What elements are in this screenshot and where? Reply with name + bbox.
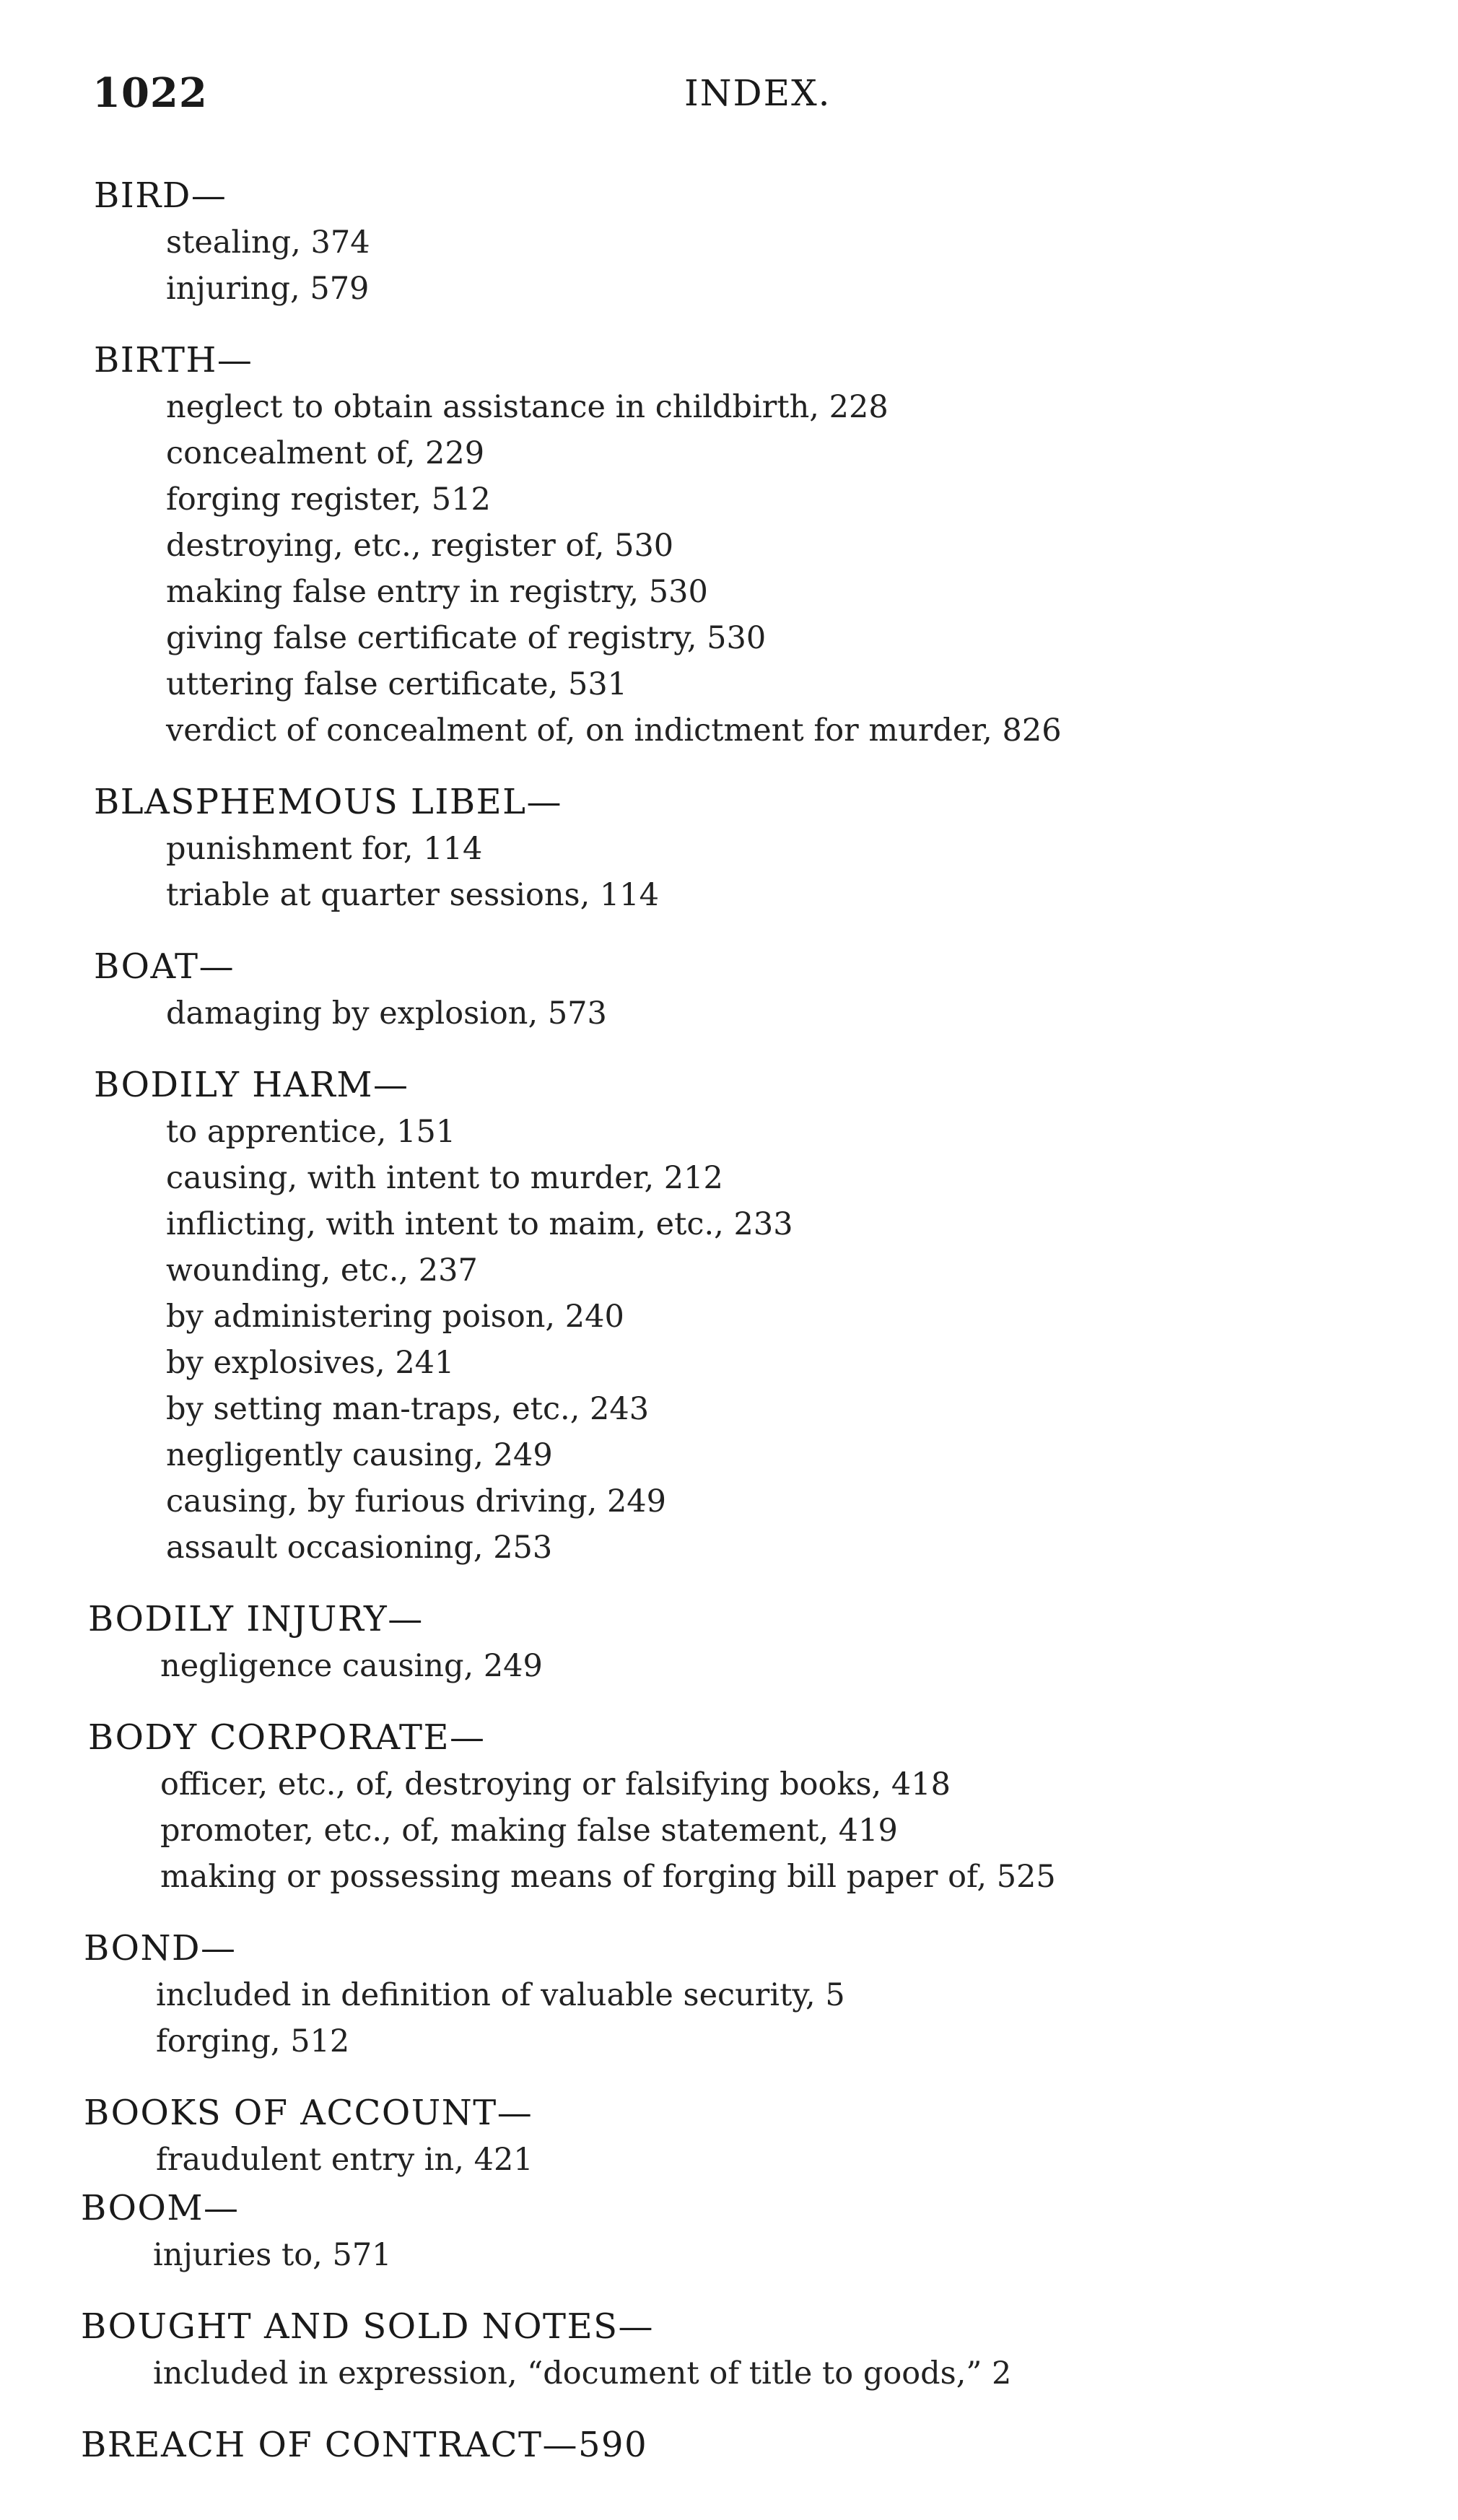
index-entry xyxy=(84,2089,1354,2183)
index-subentry: punishment for, 114 xyxy=(166,831,483,867)
index-entries xyxy=(81,172,1364,2469)
index-subentry: forging register, 512 xyxy=(166,481,491,518)
index-heading: BODY CORPORATE— xyxy=(88,1717,486,1758)
index-subentry: assault occasioning, 253 xyxy=(166,1530,553,1566)
index-heading: BLASPHEMOUS LIBEL— xyxy=(94,782,563,822)
index-subentry: making false entry in registry, 530 xyxy=(166,574,708,610)
index-entry xyxy=(88,1595,1358,1689)
index-entry xyxy=(94,778,1364,918)
index-heading: BOND— xyxy=(84,1928,237,1969)
index-subentry: by explosives, 241 xyxy=(166,1345,455,1381)
index-heading: BOOM— xyxy=(81,2188,240,2228)
index-subentry: destroying, etc., register of, 530 xyxy=(166,528,674,564)
index-subentry: forging, 512 xyxy=(156,2023,350,2059)
index-subentry: verdict of concealment of, on indictment for murder, 826 xyxy=(166,712,1062,749)
index-subentry: concealment of, 229 xyxy=(166,435,485,471)
index-entry xyxy=(81,2184,1351,2278)
page-number: 1022 xyxy=(92,69,208,117)
index-heading: BIRTH— xyxy=(94,340,253,380)
index-subentry: neglect to obtain assistance in childbirth, 228 xyxy=(166,389,889,425)
index-entry xyxy=(94,1061,1364,1571)
index-subentry: by setting man-traps, etc., 243 xyxy=(166,1391,650,1427)
index-subentry: included in definition of valuable security, 5 xyxy=(156,1977,845,2013)
page-header xyxy=(92,69,1370,127)
index-subentry: negligence causing, 249 xyxy=(160,1648,543,1684)
index-entry xyxy=(94,336,1364,754)
index-heading: BIRD— xyxy=(94,175,227,216)
index-subentry: causing, with intent to murder, 212 xyxy=(166,1160,723,1196)
index-entry xyxy=(94,943,1364,1037)
index-subentry: negligently causing, 249 xyxy=(166,1437,553,1473)
index-heading: BREACH OF CONTRACT—590 xyxy=(81,2425,648,2465)
index-subentry: promoter, etc., of, making false statement, 419 xyxy=(160,1813,898,1849)
index-subentry: by administering poison, 240 xyxy=(166,1299,624,1335)
index-heading: BOAT— xyxy=(94,946,235,987)
index-subentry: uttering false certificate, 531 xyxy=(166,666,628,702)
index-subentry: stealing, 374 xyxy=(166,224,370,261)
index-subentry: officer, etc., of, destroying or falsifying books, 418 xyxy=(160,1766,951,1802)
index-entry xyxy=(81,2303,1351,2397)
index-heading: BOOKS OF ACCOUNT— xyxy=(84,2093,533,2133)
index-entry xyxy=(88,1714,1358,1900)
index-subentry: fraudulent entry in, 421 xyxy=(156,2142,533,2178)
index-heading: BODILY INJURY— xyxy=(88,1599,424,1639)
index-subentry: injuries to, 571 xyxy=(153,2237,392,2273)
index-entry xyxy=(94,172,1364,312)
index-entry xyxy=(81,2421,1351,2469)
index-subentry: giving false certificate of registry, 530 xyxy=(166,620,767,656)
index-subentry: to apprentice, 151 xyxy=(166,1114,456,1150)
index-subentry: making or possessing means of forging bill paper of, 525 xyxy=(160,1859,1056,1895)
index-entry xyxy=(84,1924,1354,2065)
index-heading: BOUGHT AND SOLD NOTES— xyxy=(81,2306,654,2347)
index-subentry: triable at quarter sessions, 114 xyxy=(166,877,660,913)
index-subentry: injuring, 579 xyxy=(166,271,370,307)
index-subentry: wounding, etc., 237 xyxy=(166,1252,478,1289)
index-subentry: included in expression, “document of title to goods,” 2 xyxy=(153,2355,1012,2392)
index-subentry: inflicting, with intent to maim, etc., 233 xyxy=(166,1206,793,1242)
index-subentry: damaging by explosion, 573 xyxy=(166,995,607,1032)
index-heading: BODILY HARM— xyxy=(94,1065,409,1105)
index-subentry: causing, by furious driving, 249 xyxy=(166,1483,667,1520)
running-title: INDEX. xyxy=(684,72,831,114)
